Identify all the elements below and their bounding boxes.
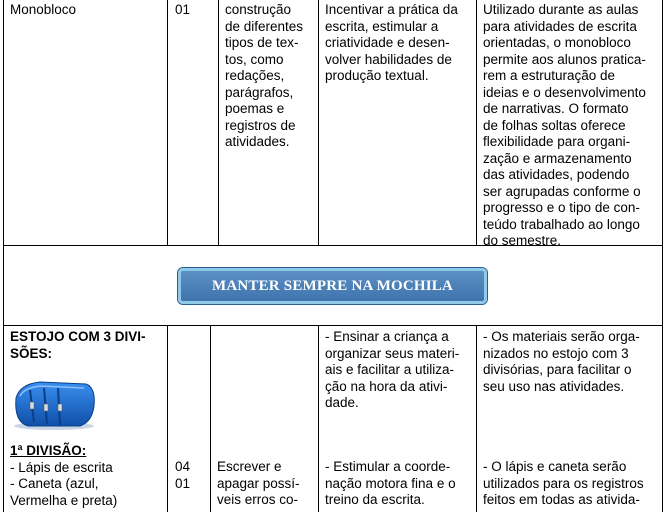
item-quantity: 01 xyxy=(175,2,191,17)
column-divider xyxy=(318,325,319,512)
estojo-objective-text: - Ensinar a criança a organizar seus materi- ais e facilitar a utiliza- ção na hora da ativi- dade. xyxy=(325,329,460,410)
item-justification-text: Utilizado durante as aulas para atividades de escrita orientadas, o monobloco permite aos alunos pratica- rem a estruturação de ideias e o desenvolvimento de narrativas. O formato de folhas soltas oferece flexibilidade para organi- zação e armazenamento das atividades, podendo ser agrupadas conforme o progresso e o tipo de con- teúdo trabalhado ao longo do semestre. xyxy=(483,2,646,248)
pencil-case-icon xyxy=(10,376,98,432)
table-border-right xyxy=(662,0,663,512)
estojo-justification-text: - Os materiais serão orga- nizados no estojo com 3 divisórias, para facilitar o seu uso nas atividades. xyxy=(483,329,640,394)
column-divider xyxy=(167,0,168,246)
column-divider xyxy=(476,0,477,246)
table-border-left xyxy=(3,0,4,512)
column-divider xyxy=(476,325,477,512)
division-objective-text: - Estimular a coorde- nação motora fina e o treino da escrita. xyxy=(325,459,456,507)
column-divider xyxy=(318,0,319,246)
division-use-text: Escrever e apagar possí- veis erros co- xyxy=(217,459,300,507)
item-name-estojo: ESTOJO COM 3 DIVI- SÕES: xyxy=(10,329,146,361)
division-justification-text: - O lápis e caneta serão utilizados para os registros feitos em todas as ativida- xyxy=(483,459,644,507)
row-divider xyxy=(3,325,663,326)
item-objective-text: Incentivar a prática da escrita, estimular a criatividade e desen- volver habilidades de produção textual. xyxy=(325,2,458,83)
item-name-monobloco: Monobloco xyxy=(10,2,77,17)
division-quantities: 04 01 xyxy=(175,459,191,491)
column-divider xyxy=(167,325,168,512)
column-divider xyxy=(218,0,219,246)
division-label: 1ª DIVISÃO: xyxy=(10,443,87,458)
keep-in-backpack-banner: MANTER SEMPRE NA MOCHILA xyxy=(178,268,487,304)
column-divider xyxy=(210,325,211,512)
item-use-text: construção de diferentes tipos de tex- tos, como redações, parágrafos, poemas e registros de atividades. xyxy=(225,2,304,149)
division-items: 1ª DIVISÃO: - Lápis de escrita - Caneta (azul, Vermelha e preta) xyxy=(5,442,165,510)
